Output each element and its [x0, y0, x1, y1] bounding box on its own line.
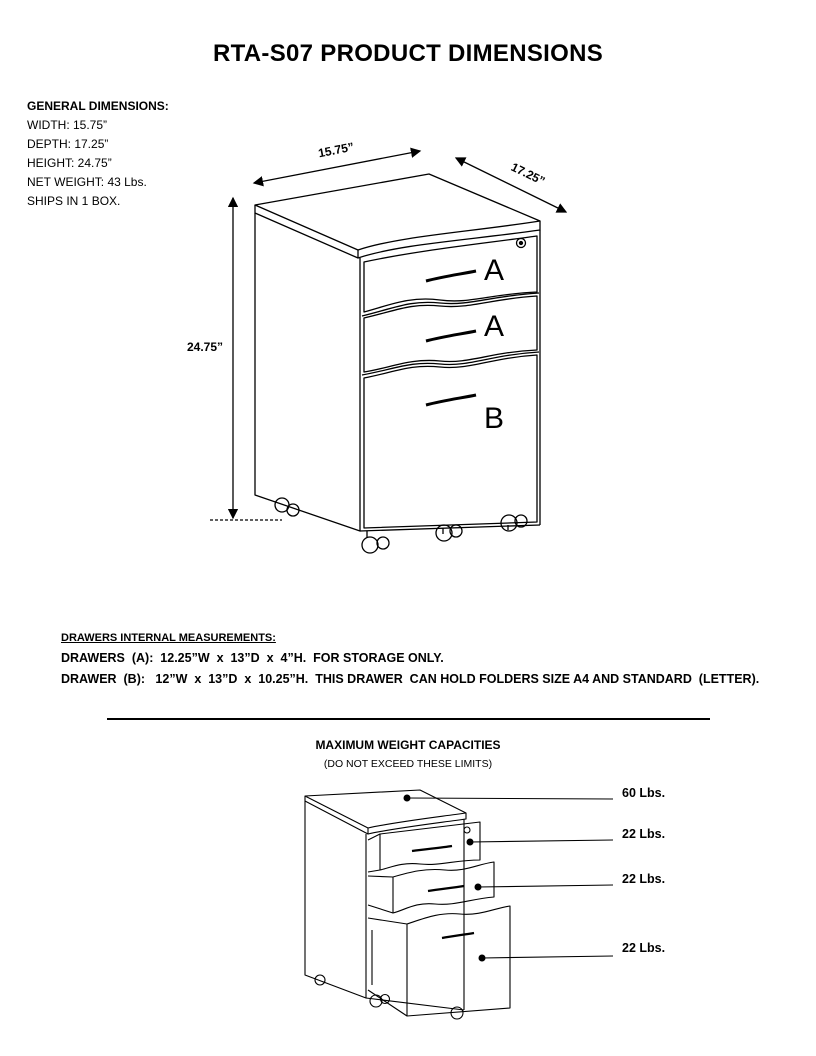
drawer2-leader	[478, 885, 613, 887]
top-capacity-label: 60 Lbs.	[622, 786, 666, 800]
depth-spec: DEPTH: 17.25”	[27, 137, 109, 151]
capacities-title: MAXIMUM WEIGHT CAPACITIES	[315, 738, 501, 752]
drawer-label-a-middle: A	[484, 310, 505, 343]
width-dimension-label: 15.75”	[316, 139, 356, 161]
drawer2-capacity-label: 22 Lbs.	[622, 872, 666, 886]
capacities-subtitle: (DO NOT EXCEED THESE LIMITS)	[323, 758, 493, 770]
drawer-label-b: B	[484, 402, 505, 435]
page-title: RTA-S07 PRODUCT DIMENSIONS	[212, 40, 604, 67]
drawer-b-measurement: DRAWER (B): 12”W x 13”D x 10.25”H. THIS DRAWER CAN HOLD FOLDERS SIZE A4 AND STANDARD (LETTER).	[61, 672, 760, 686]
general-dimensions-heading: GENERAL DIMENSIONS:	[27, 99, 169, 113]
net-weight-spec: NET WEIGHT: 43 Lbs.	[27, 175, 147, 189]
ships-spec: SHIPS IN 1 BOX.	[27, 194, 121, 208]
drawer3-leader	[482, 956, 613, 958]
small-cabinet-side	[305, 801, 366, 998]
drawer-a-measurement: DRAWERS (A): 12.25”W x 13”D x 4”H. FOR STORAGE ONLY.	[61, 651, 444, 665]
internal-measurements-heading: DRAWERS INTERNAL MEASUREMENTS:	[61, 632, 276, 644]
drawer1-capacity-label: 22 Lbs.	[622, 827, 666, 841]
drawer1-leader	[470, 840, 613, 842]
width-spec: WIDTH: 15.75”	[27, 118, 108, 132]
open-drawer-3	[407, 906, 510, 1016]
drawer3-capacity-label: 22 Lbs.	[622, 941, 666, 955]
drawer-label-a-top: A	[484, 254, 505, 287]
height-dimension-label: 24.75”	[187, 340, 224, 354]
depth-dimension-label: 17.25”	[508, 159, 548, 189]
height-spec: HEIGHT: 24.75”	[27, 156, 112, 170]
